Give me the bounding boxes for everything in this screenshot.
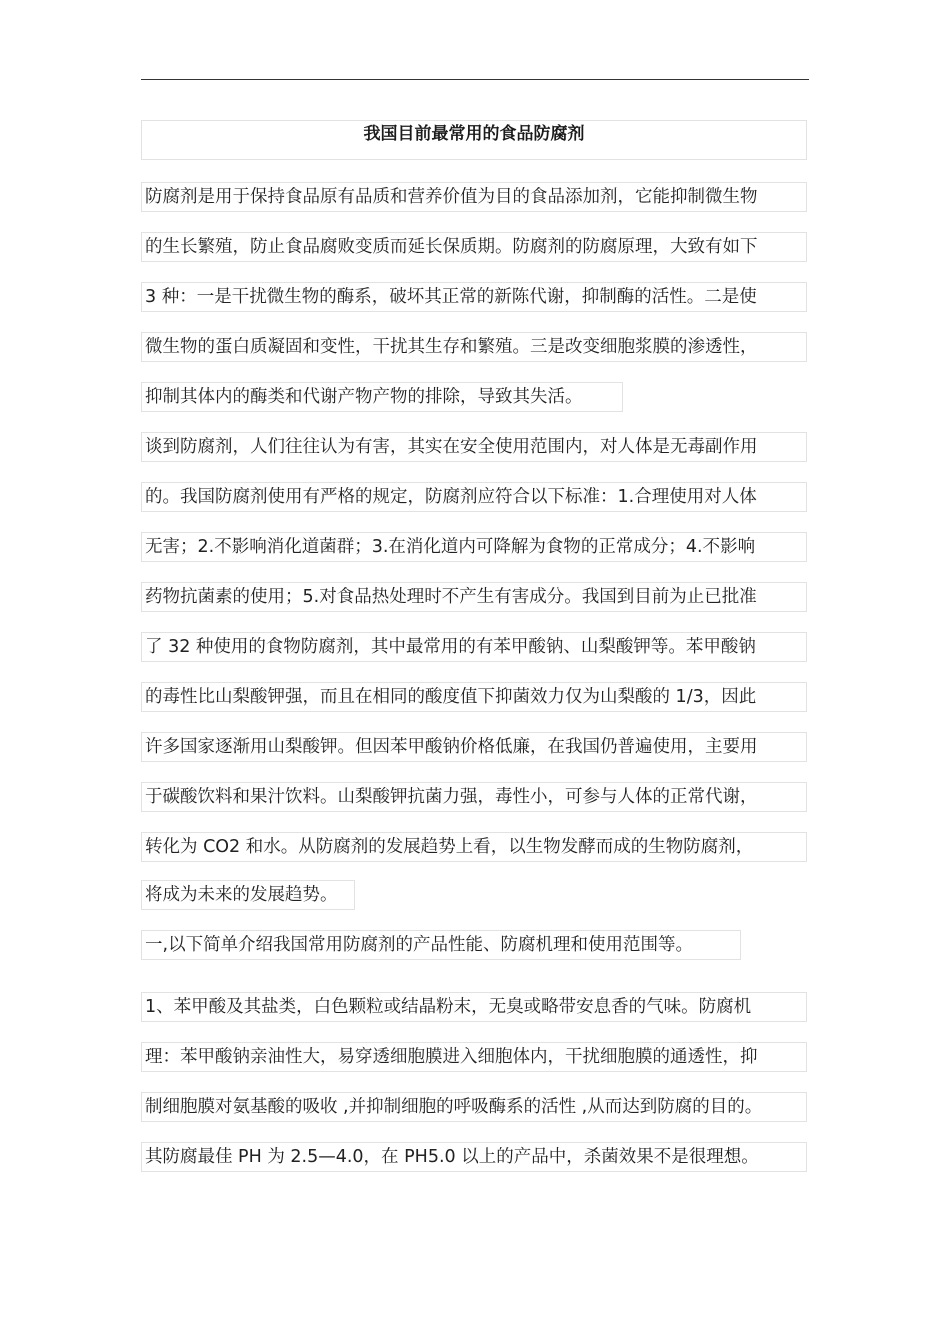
text-line: 的毒性比山梨酸钾强，而且在相同的酸度值下抑菌效力仅为山梨酸的 1/3，因此 [141,682,807,712]
document-title: 我国目前最常用的食品防腐剂 [363,124,585,144]
text-line: 1、苯甲酸及其盐类，白色颗粒或结晶粉末，无臭或略带安息香的气味。防腐机 [141,992,807,1022]
section-heading: 一,以下简单介绍我国常用防腐剂的产品性能、防腐机理和使用范围等。 [141,930,741,960]
text-line: 理：苯甲酸钠亲油性大，易穿透细胞膜进入细胞体内，干扰细胞膜的通透性，抑 [141,1042,807,1072]
text-line: 的。我国防腐剂使用有严格的规定，防腐剂应符合以下标准：1.合理使用对人体 [141,482,807,512]
text-line: 3 种：一是干扰微生物的酶系，破坏其正常的新陈代谢，抑制酶的活性。二是使 [141,282,807,312]
text-line: 将成为未来的发展趋势。 [141,880,355,910]
header-rule [141,79,809,80]
text-line: 抑制其体内的酶类和代谢产物产物的排除，导致其失活。 [141,382,623,412]
text-line: 的生长繁殖，防止食品腐败变质而延长保质期。防腐剂的防腐原理，大致有如下 [141,232,807,262]
text-line: 于碳酸饮料和果汁饮料。山梨酸钾抗菌力强，毒性小，可参与人体的正常代谢， [141,782,807,812]
text-line: 其防腐最佳 PH 为 2.5—4.0，在 PH5.0 以上的产品中，杀菌效果不是很理想。 [141,1142,807,1172]
text-line: 制细胞膜对氨基酸的吸收 ,并抑制细胞的呼吸酶系的活性 ,从而达到防腐的目的。 [141,1092,807,1122]
text-line: 许多国家逐渐用山梨酸钾。但因苯甲酸钠价格低廉，在我国仍普遍使用，主要用 [141,732,807,762]
text-line: 微生物的蛋白质凝固和变性，干扰其生存和繁殖。三是改变细胞浆膜的渗透性， [141,332,807,362]
text-line: 药物抗菌素的使用；5.对食品热处理时不产生有害成分。我国到目前为止已批准 [141,582,807,612]
text-line: 无害；2.不影响消化道菌群；3.在消化道内可降解为食物的正常成分；4.不影响 [141,532,807,562]
text-line: 了 32 种使用的食物防腐剂，其中最常用的有苯甲酸钠、山梨酸钾等。苯甲酸钠 [141,632,807,662]
title-box [141,120,807,160]
text-line: 转化为 CO2 和水。从防腐剂的发展趋势上看，以生物发酵而成的生物防腐剂， [141,832,807,862]
text-line: 谈到防腐剂，人们往往认为有害，其实在安全使用范围内，对人体是无毒副作用 [141,432,807,462]
text-line: 防腐剂是用于保持食品原有品质和营养价值为目的食品添加剂，它能抑制微生物 [141,182,807,212]
